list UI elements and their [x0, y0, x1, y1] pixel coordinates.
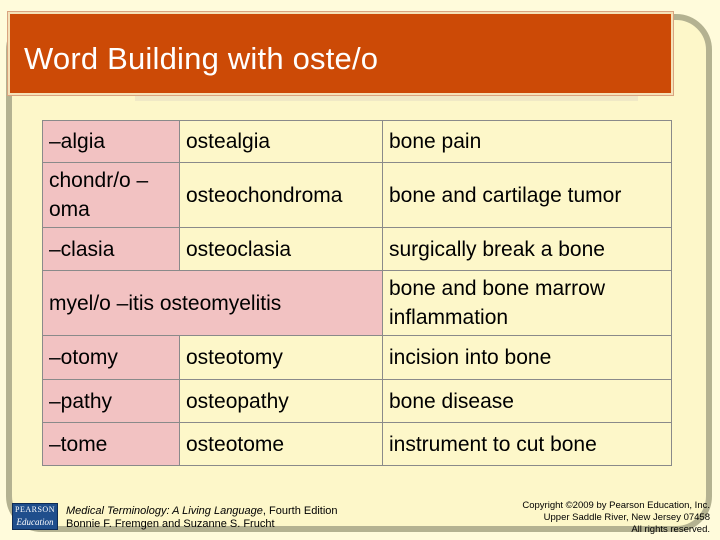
suffix-cell: chondr/o –oma — [43, 163, 180, 228]
term-cell: osteopathy — [180, 380, 383, 423]
pearson-logo — [12, 503, 58, 530]
suffix-text: myel/o –itis — [49, 291, 155, 315]
book-citation — [66, 505, 338, 531]
meaning-cell: bone and bone marrow inflammation — [383, 271, 672, 336]
suffix-cell: –pathy — [43, 380, 180, 423]
copyright-notice — [450, 500, 710, 536]
table-row — [43, 163, 672, 228]
meaning-cell: incision into bone — [383, 336, 672, 380]
term-text: osteomyelitis — [159, 291, 282, 315]
table-row — [43, 228, 672, 271]
logo-top-text: PEARSON — [15, 505, 55, 514]
word-building-table — [42, 120, 672, 466]
book-title: Medical Terminology: A Living Language — [66, 505, 263, 517]
term-cell: osteoclasia — [180, 228, 383, 271]
slide-title: Word Building with oste/o — [24, 41, 379, 76]
suffix-cell: –tome — [43, 423, 180, 466]
table-row — [43, 380, 672, 423]
term-cell: osteotomy — [180, 336, 383, 380]
term-cell: osteotome — [180, 423, 383, 466]
meaning-cell: instrument to cut bone — [383, 423, 672, 466]
copyright-line: All rights reserved. — [631, 524, 710, 535]
table-row — [43, 336, 672, 380]
table-row — [43, 271, 672, 336]
suffix-cell: –algia — [43, 121, 180, 163]
copyright-line: Upper Saddle River, New Jersey 07458 — [543, 512, 710, 523]
book-authors: Bonnie F. Fremgen and Suzanne S. Frucht — [66, 518, 275, 530]
copyright-line: Copyright ©2009 by Pearson Education, Inc. — [522, 500, 710, 511]
suffix-cell: –otomy — [43, 336, 180, 380]
title-bar — [8, 12, 673, 95]
logo-bottom-text: Education — [16, 517, 54, 527]
meaning-cell: bone pain — [383, 121, 672, 163]
suffix-cell: –clasia — [43, 228, 180, 271]
meaning-cell: bone disease — [383, 380, 672, 423]
table-row — [43, 121, 672, 163]
table-row — [43, 423, 672, 466]
term-cell: osteochondroma — [180, 163, 383, 228]
term-cell: ostealgia — [180, 121, 383, 163]
suffix-term-cell — [43, 271, 383, 336]
book-edition: , Fourth Edition — [262, 505, 338, 517]
title-underline — [135, 96, 638, 101]
meaning-cell: bone and cartilage tumor — [383, 163, 672, 228]
meaning-cell: surgically break a bone — [383, 228, 672, 271]
